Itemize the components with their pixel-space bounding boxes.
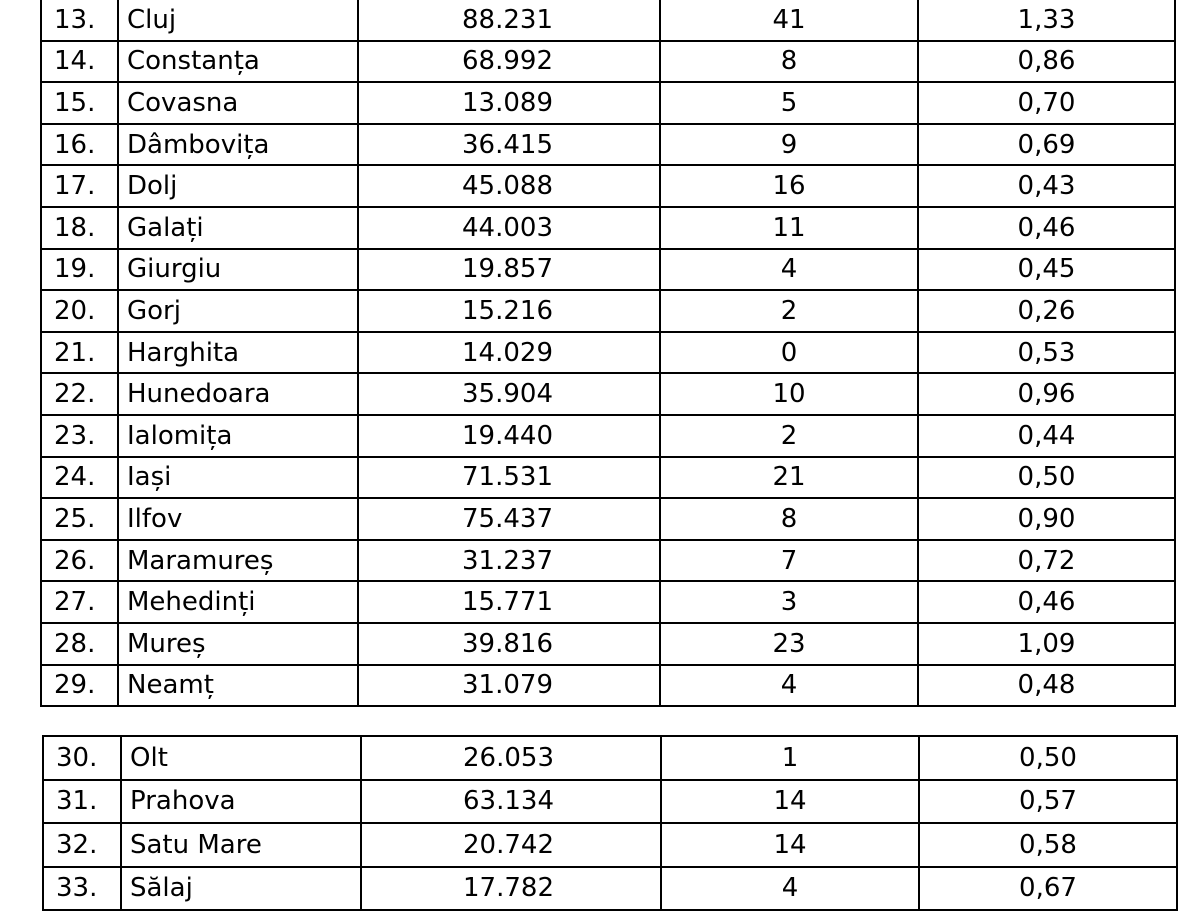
table-row bbox=[41, 498, 1175, 540]
row-number: 14. bbox=[41, 41, 118, 83]
rate-value: 0,70 bbox=[918, 82, 1175, 124]
county-name: Gorj bbox=[118, 290, 358, 332]
table-row bbox=[41, 415, 1175, 457]
county-name: Constanța bbox=[118, 41, 358, 83]
population-value: 31.237 bbox=[358, 540, 660, 582]
population-value: 17.782 bbox=[361, 867, 661, 911]
count-value: 8 bbox=[660, 498, 918, 540]
table-row bbox=[41, 124, 1175, 166]
row-number: 22. bbox=[41, 373, 118, 415]
row-number: 17. bbox=[41, 165, 118, 207]
population-value: 15.216 bbox=[358, 290, 660, 332]
rate-value: 0,50 bbox=[919, 736, 1177, 780]
count-value: 10 bbox=[660, 373, 918, 415]
population-value: 20.742 bbox=[361, 823, 661, 867]
county-name: Mehedinți bbox=[118, 581, 358, 623]
population-value: 63.134 bbox=[361, 780, 661, 824]
rate-value: 0,58 bbox=[919, 823, 1177, 867]
rate-value: 0,57 bbox=[919, 780, 1177, 824]
population-value: 75.437 bbox=[358, 498, 660, 540]
row-number: 24. bbox=[41, 457, 118, 499]
rate-value: 1,09 bbox=[918, 623, 1175, 665]
county-name: Hunedoara bbox=[118, 373, 358, 415]
row-number: 23. bbox=[41, 415, 118, 457]
county-name: Neamț bbox=[118, 665, 358, 707]
population-value: 45.088 bbox=[358, 165, 660, 207]
table-row bbox=[41, 165, 1175, 207]
population-value: 71.531 bbox=[358, 457, 660, 499]
table-row bbox=[41, 82, 1175, 124]
count-value: 0 bbox=[660, 332, 918, 374]
population-value: 39.816 bbox=[358, 623, 660, 665]
count-value: 4 bbox=[660, 665, 918, 707]
count-value: 11 bbox=[660, 207, 918, 249]
row-number: 20. bbox=[41, 290, 118, 332]
row-number: 32. bbox=[43, 823, 121, 867]
row-number: 28. bbox=[41, 623, 118, 665]
county-name: Galați bbox=[118, 207, 358, 249]
rate-value: 0,72 bbox=[918, 540, 1175, 582]
population-value: 68.992 bbox=[358, 41, 660, 83]
county-name: Satu Mare bbox=[121, 823, 361, 867]
count-value: 4 bbox=[660, 249, 918, 291]
county-name: Prahova bbox=[121, 780, 361, 824]
county-name: Sălaj bbox=[121, 867, 361, 911]
count-value: 3 bbox=[660, 581, 918, 623]
count-value: 21 bbox=[660, 457, 918, 499]
table-row bbox=[43, 780, 1177, 824]
population-value: 19.857 bbox=[358, 249, 660, 291]
county-name: Covasna bbox=[118, 82, 358, 124]
population-value: 26.053 bbox=[361, 736, 661, 780]
population-value: 35.904 bbox=[358, 373, 660, 415]
count-value: 23 bbox=[660, 623, 918, 665]
rate-value: 0,46 bbox=[918, 581, 1175, 623]
county-name: Cluj bbox=[118, 0, 358, 41]
table-row bbox=[41, 457, 1175, 499]
rate-value: 0,26 bbox=[918, 290, 1175, 332]
rate-value: 0,90 bbox=[918, 498, 1175, 540]
table-row bbox=[41, 0, 1175, 41]
county-table-lower bbox=[42, 735, 1178, 911]
population-value: 15.771 bbox=[358, 581, 660, 623]
county-name: Maramureș bbox=[118, 540, 358, 582]
table-body bbox=[43, 736, 1177, 910]
row-number: 18. bbox=[41, 207, 118, 249]
population-value: 13.089 bbox=[358, 82, 660, 124]
table-row bbox=[41, 207, 1175, 249]
county-name: Mureș bbox=[118, 623, 358, 665]
row-number: 16. bbox=[41, 124, 118, 166]
row-number: 31. bbox=[43, 780, 121, 824]
row-number: 33. bbox=[43, 867, 121, 911]
table-row bbox=[41, 540, 1175, 582]
population-value: 44.003 bbox=[358, 207, 660, 249]
row-number: 19. bbox=[41, 249, 118, 291]
rate-value: 0,50 bbox=[918, 457, 1175, 499]
population-value: 19.440 bbox=[358, 415, 660, 457]
row-number: 29. bbox=[41, 665, 118, 707]
rate-value: 0,53 bbox=[918, 332, 1175, 374]
table-row bbox=[41, 249, 1175, 291]
row-number: 15. bbox=[41, 82, 118, 124]
count-value: 2 bbox=[660, 415, 918, 457]
count-value: 2 bbox=[660, 290, 918, 332]
rate-value: 0,69 bbox=[918, 124, 1175, 166]
population-value: 36.415 bbox=[358, 124, 660, 166]
count-value: 9 bbox=[660, 124, 918, 166]
county-name: Giurgiu bbox=[118, 249, 358, 291]
count-value: 16 bbox=[660, 165, 918, 207]
county-name: Harghita bbox=[118, 332, 358, 374]
county-name: Iași bbox=[118, 457, 358, 499]
table-row bbox=[41, 665, 1175, 707]
rate-value: 0,96 bbox=[918, 373, 1175, 415]
rate-value: 0,44 bbox=[918, 415, 1175, 457]
count-value: 14 bbox=[661, 780, 919, 824]
count-value: 4 bbox=[661, 867, 919, 911]
rate-value: 0,67 bbox=[919, 867, 1177, 911]
table-row bbox=[43, 823, 1177, 867]
population-value: 14.029 bbox=[358, 332, 660, 374]
county-name: Ilfov bbox=[118, 498, 358, 540]
rate-value: 1,33 bbox=[918, 0, 1175, 41]
rate-value: 0,43 bbox=[918, 165, 1175, 207]
count-value: 5 bbox=[660, 82, 918, 124]
table-body bbox=[41, 0, 1175, 706]
count-value: 8 bbox=[660, 41, 918, 83]
row-number: 26. bbox=[41, 540, 118, 582]
row-number: 30. bbox=[43, 736, 121, 780]
county-table-upper bbox=[40, 0, 1176, 707]
row-number: 27. bbox=[41, 581, 118, 623]
count-value: 41 bbox=[660, 0, 918, 41]
county-name: Olt bbox=[121, 736, 361, 780]
population-value: 88.231 bbox=[358, 0, 660, 41]
table-row bbox=[43, 736, 1177, 780]
county-name: Dolj bbox=[118, 165, 358, 207]
count-value: 7 bbox=[660, 540, 918, 582]
rate-value: 0,48 bbox=[918, 665, 1175, 707]
rate-value: 0,45 bbox=[918, 249, 1175, 291]
table-row bbox=[41, 41, 1175, 83]
table-row bbox=[41, 373, 1175, 415]
row-number: 21. bbox=[41, 332, 118, 374]
rate-value: 0,46 bbox=[918, 207, 1175, 249]
row-number: 13. bbox=[41, 0, 118, 41]
rate-value: 0,86 bbox=[918, 41, 1175, 83]
table-row bbox=[41, 290, 1175, 332]
county-name: Dâmbovița bbox=[118, 124, 358, 166]
table-row bbox=[43, 867, 1177, 911]
county-name: Ialomița bbox=[118, 415, 358, 457]
population-value: 31.079 bbox=[358, 665, 660, 707]
count-value: 1 bbox=[661, 736, 919, 780]
table-row bbox=[41, 581, 1175, 623]
count-value: 14 bbox=[661, 823, 919, 867]
table-row bbox=[41, 332, 1175, 374]
table-row bbox=[41, 623, 1175, 665]
row-number: 25. bbox=[41, 498, 118, 540]
